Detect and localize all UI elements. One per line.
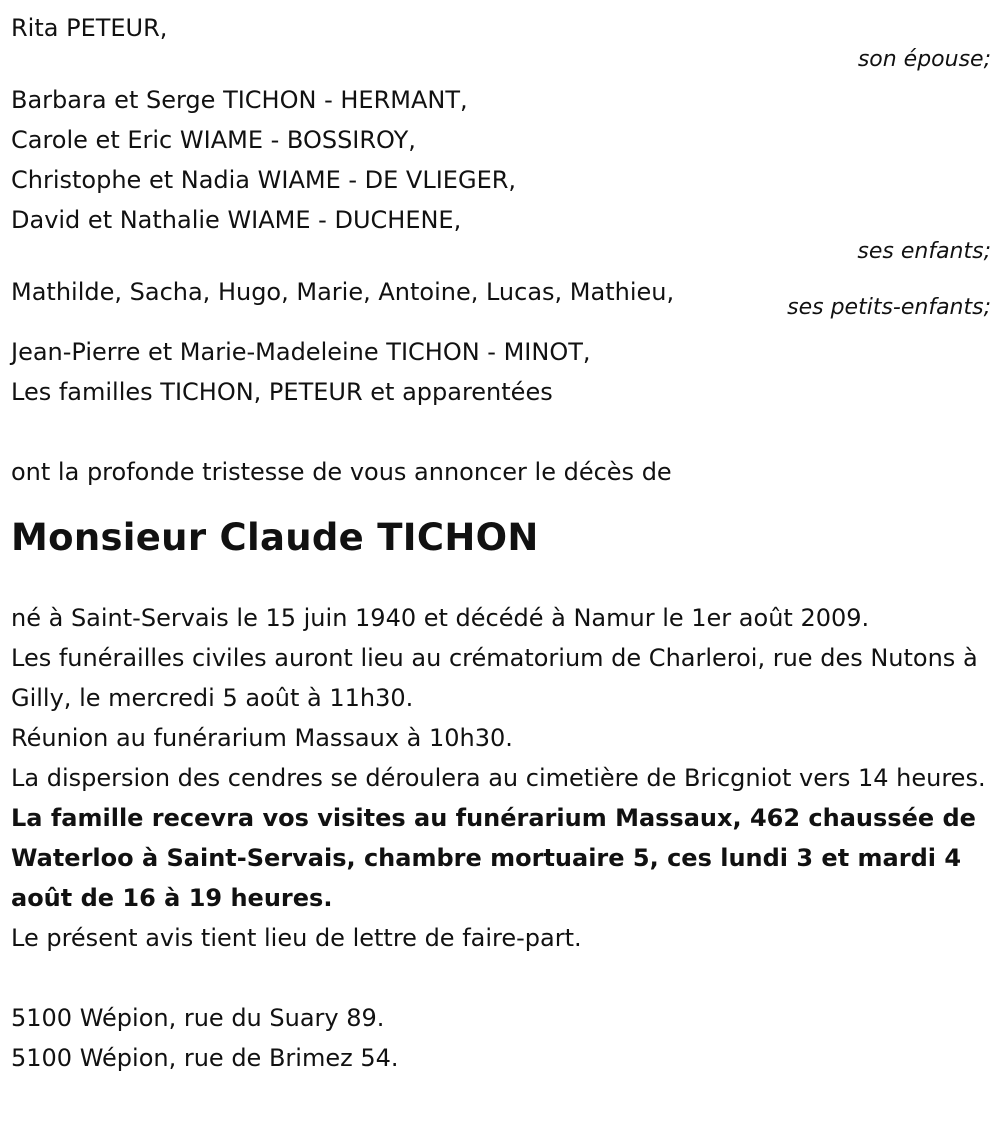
obituary-notice: [11, 8, 991, 1078]
addresses: [11, 998, 991, 1078]
grandchildren-row: [11, 272, 991, 322]
spouse-role: son épouse;: [857, 47, 991, 72]
other-family: [11, 332, 991, 412]
spouse-name: Rita PETEUR,: [11, 14, 168, 42]
address-line: 5100 Wépion, rue du Suary 89.: [11, 1004, 385, 1032]
visits-text: La famille recevra vos visites au funérarium Massaux, 462 chaussée de Waterloo à Saint-Servais, chambre mortuaire 5, ces lundi 3 et mardi 4 août de 16 à 19 heures.: [11, 804, 976, 912]
children-list: [11, 80, 991, 240]
address-line: 5100 Wépion, rue de Brimez 54.: [11, 1044, 399, 1072]
grandchildren-role: ses petits-enfants;: [787, 295, 991, 320]
deceased-name: Monsieur Claude TICHON: [11, 516, 539, 559]
funeral-text: Les funérailles civiles auront lieu au crématorium de Charleroi, rue des Nutons à Gilly, le mercredi 5 août à 11h30.: [11, 644, 978, 712]
child-line: David et Nathalie WIAME - DUCHENE,: [11, 206, 462, 234]
other-family-line: Jean-Pierre et Marie-Madeleine TICHON - MINOT,: [11, 338, 591, 366]
funeral-details: [11, 598, 986, 958]
notice-text: Le présent avis tient lieu de lettre de faire-part.: [11, 924, 582, 952]
child-line: Carole et Eric WIAME - BOSSIROY,: [11, 126, 416, 154]
child-line: Christophe et Nadia WIAME - DE VLIEGER,: [11, 166, 517, 194]
grandchildren-names: Mathilde, Sacha, Hugo, Marie, Antoine, Lucas, Mathieu,: [11, 278, 675, 306]
birth-death-text: né à Saint-Servais le 15 juin 1940 et décédé à Namur le 1er août 2009.: [11, 604, 870, 632]
children-role: ses enfants;: [857, 239, 991, 264]
dispersion-text: La dispersion des cendres se déroulera au cimetière de Bricgniot vers 14 heures.: [11, 764, 986, 792]
announcement-text: ont la profonde tristesse de vous annoncer le décès de: [11, 458, 672, 486]
other-family-line: Les familles TICHON, PETEUR et apparentées: [11, 378, 553, 406]
meeting-text: Réunion au funérarium Massaux à 10h30.: [11, 724, 513, 752]
child-line: Barbara et Serge TICHON - HERMANT,: [11, 86, 468, 114]
